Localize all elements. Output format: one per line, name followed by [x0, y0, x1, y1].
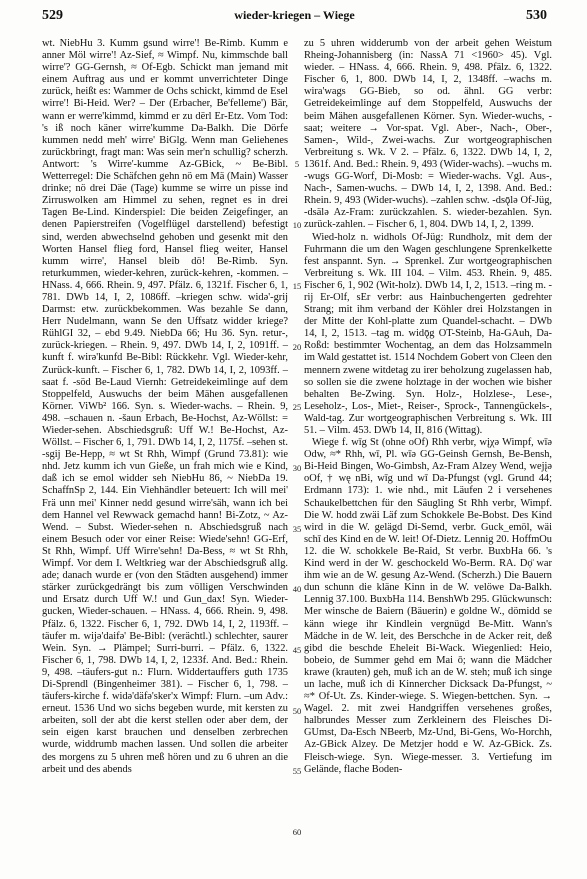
entry-wiege: Wiege f. wīg St (ohne oOf) Rhh verbr, wįχə Wimpf, wīə Odw, ≈* Rhh, wī, Pl. wīə GG-Geinsh Gernsh, Be-Bensh, Bi-Heid Bingen, Wo-Gimbsh, Az-Fram Alzey Wend, wejįə oOf, † wę nBi, wīg und wī Da-Pfungst (vgl. Grund 44; Erdmann 173): 1. wie nhd., mit Läufen 2 i versehenes Schaukelbettchen für den Säugling St Rhh verbr, Wimpf. Die W. hodd zwäi Läf zum Schokkele Be-Bobst. Des Kind wird in die W. gelägd Di-Semd, verbr. Guck_emöl, wäi schī des Kind en de W. leit! Of-Dietz. Lennig 20. HoffmOu 12. die W. schokkele Be-Raid, St verbr. BuxbHa 66. 's Kind werd in der W. geschockeld Wo-Berm. RA. Dọ̈ war ihm wie an de W. gesung Az-Wend. (Scherzh.) Die Bauern dun schunn die kläne Kinn in de W. velöwe Da-Balkh. Lennig 37.100. BuxbHa 114. BenshWb 295. Glückwunsch: Mer winsche de Baiern (Bäuerin) e goldne W., dömidd se känn wiege ihr Kindlein vergnügd Be-Mitt. Wann's Mädche in de W. leit, des Berschche in de Acker reit, deß gibd die beschde Eheleit Bi-Wack. Wiegenlied: Heio, bobeio, de Summer gehd em Mai ō; wann die Mädcher krawe (krauten) geh, muß ich an de W. steh; muß ich singe un lache, muß ich di Kinnercher Dicksack Da-Pfungst, ~ ≈* Of-Ut. Zs. Kinder-wiege. S. Wiegen-bettchen. Syn. → Wagel. 2. mit zwei Handgriffen versehenes großes, halbrundes Messer zum Zerkleinern des Fleisches Di-GUmst, Da-Esch NBeerb, Mz-Und, Bi-Gens, Wo-Horchh, Az-GBick Alzey. De Metzjer hodd e W. Az-GBick. Zs. Fleisch-wiege. Syn. Wiege-messer. 3. Vertiefung im Gelände, flache Boden-	[304, 437, 552, 775]
entry-wieder-continued: zu 5 uhren widderumb von der arbeit gehen Weistum Rheing-Johannisberg (in: NassA 71 <1960> 45). Vgl. wieder. – HNass. 4, 666. Rhein. 9, 498. Pfälz. 6, 1322. Fischer 6, 1, 800. DWb 14, I, 2, 1348ff. –wachs m. wira'wags GG-Bieb, so od. ähnl. GG verbr: Getreidekeimlinge auf dem Stoppelfeld, Auswuchs der beim Mähen ausgefallenen Körner. Syn. Wieder-wuchs, -saat; weitere → Vor-spat. Vgl. Aber-, Nach-, Ober-, Samen-, Wild-, Zwei-wachs. Zur wortgeographischen Verbreitung s. Wk. V 2. – Pfälz. 6, 1322. DWb 14, I, 2, 1361f. And. Bed.: Rhein. 9, 493 (Wider-wachs). –wuchs m. -wugs GG-Worf, Di-Mosb: = Wieder-wachs. Vgl. Aus-, Nach-, Samen-wuchs. – DWb 14, I, 2, 1398. And. Bed.: Rhein. 9, 493 (Wider-wuchs). –zahlen schw. -dsǭlə Of-Jüg, -dsälə Az-Fram: zurückzahlen. S. wieder-bezahlen. Syn. zurück-zahlen. – Fischer 6, 1, 804. DWb 14, I, 2, 1399.	[304, 38, 552, 231]
left-column	[42, 38, 288, 776]
line-number: 10	[292, 220, 302, 230]
entry-wied-holz: Wied-holz n. widhols Of-Jüg: Rundholz, mit dem der Fuhrmann die um den Wagen geschlungene Sprenkelkette fest anspannt. Syn. → Sprenkel. Zur wortgeographischen Verbreitung s. Wk. III 104. – Vilm. 453. Rhein. 9, 485. Fischer 6, 1, 902 (Wit-holz). DWb 14, I, 2, 1513. –ring m. -rij Er-Olf, sEr verbr: aus Hainbuchengerten gedrehter Strang; mit ihm verband der Köhler drei Holzstangen in der Mitte der Kohl-platte zum Quandel-schacht. – DWb 14, I, 2, 1513. –tag m. widǭg OT-Steinb, Ha-GAuh, Da-Roßd: bestimmter Wochentag, an dem das Holzsammeln im Wald gestattet ist. 1514 Nochdem Gobert von Cleen den mennern zwene witdetag zu irer beholzung zugelassen hab, so sollen sie die zwene holztage in der wochen wie bisher behalten Be-Zwing. Syn. Holz-, Holzlese-, Lese-, Leseholz-, Los-, Miet-, Reiser-, Sprock-, Tannengückels-, Wald-tag. Zur wortgeographischen Verbreitung s. Wk. III 51. – Vilm. 453. DWb 14, II, 816 (Wittag).	[304, 231, 552, 436]
line-number: 15	[292, 281, 302, 291]
page-number-right: 530	[525, 8, 547, 23]
line-number: 55	[292, 766, 302, 776]
left-column-text: wt. NiebHu 3. Kumm gsund wirre'! Be-Rimb. Kumm e anner Möl wirre'! Az-Sief, ≈ Wimpf. Nu, kimmschde ball wirre'? GG-Gernsh, ≈ Of-Egb. Schickt man jemand mit einem Auftrag aus und er kommt unverrichteter Dinge zurück, heißt es: Wammer de Ochs schickt, kimmd de Esel wirre'! Bi-Heid. Wer? – Der (Erbacher, Be'felleme') Bär, wann er werre'kimmd, kimmd er zu dërl Er-Etz. Vom Tod: 's iß noch käner wirre'kumme Da-Balkh. Die Dörfe kummen nedd meh' wirre' BiGlg. Wenn man Geliehenes zurückbringt, fragt man: Was sein mer'n schullig? scherzh. Antwort: 's Wirre'-kumme Az-GBick, ~ Be-Bibl. Wetterregel: Die Schäfchen gehn nö em Mä (Main) Wasser drinke; nö drei Däe (Tage) kumme se wirre un pisse ind Zirruswolken am Himmel zu sehen, regnet es in drei Tagen Be-Lind. Kinderspiel: Die beiden Zeigefinger, an denen Papierstreifen (Vogelflügel darstellend) befestigt sind, werden abwechselnd gehoben und gesenkt mit den Worten Hansel flieg ford, Hansel flieg weiter, Hansel kumm wirre', Hansel bleib dö! Be-Rimb. Syn. returkummen, wieder-kehren, zurück-kehren, -kommen. – HNass. 4, 666. Rhein. 9, 497. Pfälz. 6, 1321f. Fischer 6, 1, 781. DWb 14, I, 2, 1086ff. –kriegen schw. widə'-grij Darmst: etw. zurückbekommen. Was bezahle Se dann, Herr Nudelmann, wann Se den Uffsatz widder kriege? RühlGI 32, – ebd 9.49. NiebDa 66; Hu 36. Syn. retur-, zurück-kriegen. – Rhein. 9, 497. DWb 14, I, 2, 1091ff. –kunft f. wirə'kunfd Be-Bibl: Rückkehr. Vgl. Wieder-kehr, Zurück-kunft. – Fischer 6, 1, 782. DWb 14, I, 2, 1093ff. –saat f. -söd Be-Laud Viernh: Getreidekeimlinge auf dem Stoppelfeld, Auswuchs der beim Mähen ausgefallenen Körner. ViWb² 166. Syn. s. Wieder-wachs. – Rhein. 9, 498. –schauen n. -šaun Erbach, Be-Hochst, Az-Wöllst: = Wieder-sehen. Abschiedsgruß: Uff W.! Be-Hochst, Az-Wöllst. – Fischer 6, 1, 791. DWb 14, I, 2, 1175f. –sehen st. -sgij Be-Hepp, ≈ wt St Rhh, Wimpf (Grund 73.81): wie nhd. Jetz kumm ich vun Gieße, un frah mich wie e Kind, daß ich se emol widder seh NiebHu 86, ~ NiebDa 19. SchaffnSp 2, 144. Ein Viehhändler beteuert: Ich will mei' Frä unn mei' Kinner nedd gesund wirre'säh, wann ich bei dem Hannel vel Rewwack gemachd hann! Bi-Zotz, ~ Az-Wend. – Subst. Wieder-sehen n. Abschiedsgruß nach einem Besuch oder vor einer Reise: Wiede'sehn! GG-Erf, St Rhh, Wimpf. Uff Wirre'sehn! Da-Bess, ≈ wt St Rhh, Wimpf. Vor dem I. Weltkrieg war der Abschiedsgruß allg. ade; danach wurde er (von den Städten ausgehend) immer stärker zurückgedrängt bis zum völligen Verschwinden und Ersatz durch Uff W.! und Gun_dax! Syn. Wieder-gucken, Wieder-schauen. – HNass. 4, 666. Rhein. 9, 498. Pfälz. 6, 1322. Fischer 6, 1, 792. DWb 14, I, 2, 1193ff. –täufer m. wijə'daifə' Be-Bibl: (verächtl.) schlechter, saurer Wein. Syn. → Plämpel; Surri-burri. – Pfälz. 6, 1322. Fischer 6, 1, 798. DWb 14, I, 2, 1233f. And. Bed.: Rhein. 9, 498. –täufers-gut n.: Flurn. Widdertauffers guth 1735 Di-Sprendl (Bingenheimer 381). – Fischer 6, 1, 798. –täufers-kirche f. widə'däfə'sker'x Wimpf: Flurn. –um Adv.: erneut. 1536 Und wo sichs begeben wurde, mit kersten zu arbeiten, soll der abt die kerst stellen oder aber dem, der sein eigen karst brauchen und denselben zerbrechen wurde, widdrumb machen lassen. Und sollen die arbeiter des morgens zu 5 uhren meß hören und zu 6 uhren an die arbeit und des abends	[42, 38, 288, 775]
line-number: 20	[292, 342, 302, 352]
line-number: 50	[292, 706, 302, 716]
line-number: 45	[292, 645, 302, 655]
line-number: 25	[292, 402, 302, 412]
line-number: 40	[292, 584, 302, 594]
line-number: 35	[292, 524, 302, 534]
page-header	[42, 8, 547, 32]
line-number: 5	[294, 159, 300, 169]
right-column	[304, 38, 552, 776]
page-number-left: 529	[42, 8, 63, 23]
running-title: wieder-kriegen – Wiege	[234, 8, 355, 22]
line-number: 30	[292, 463, 302, 473]
line-number: 60	[292, 827, 302, 837]
